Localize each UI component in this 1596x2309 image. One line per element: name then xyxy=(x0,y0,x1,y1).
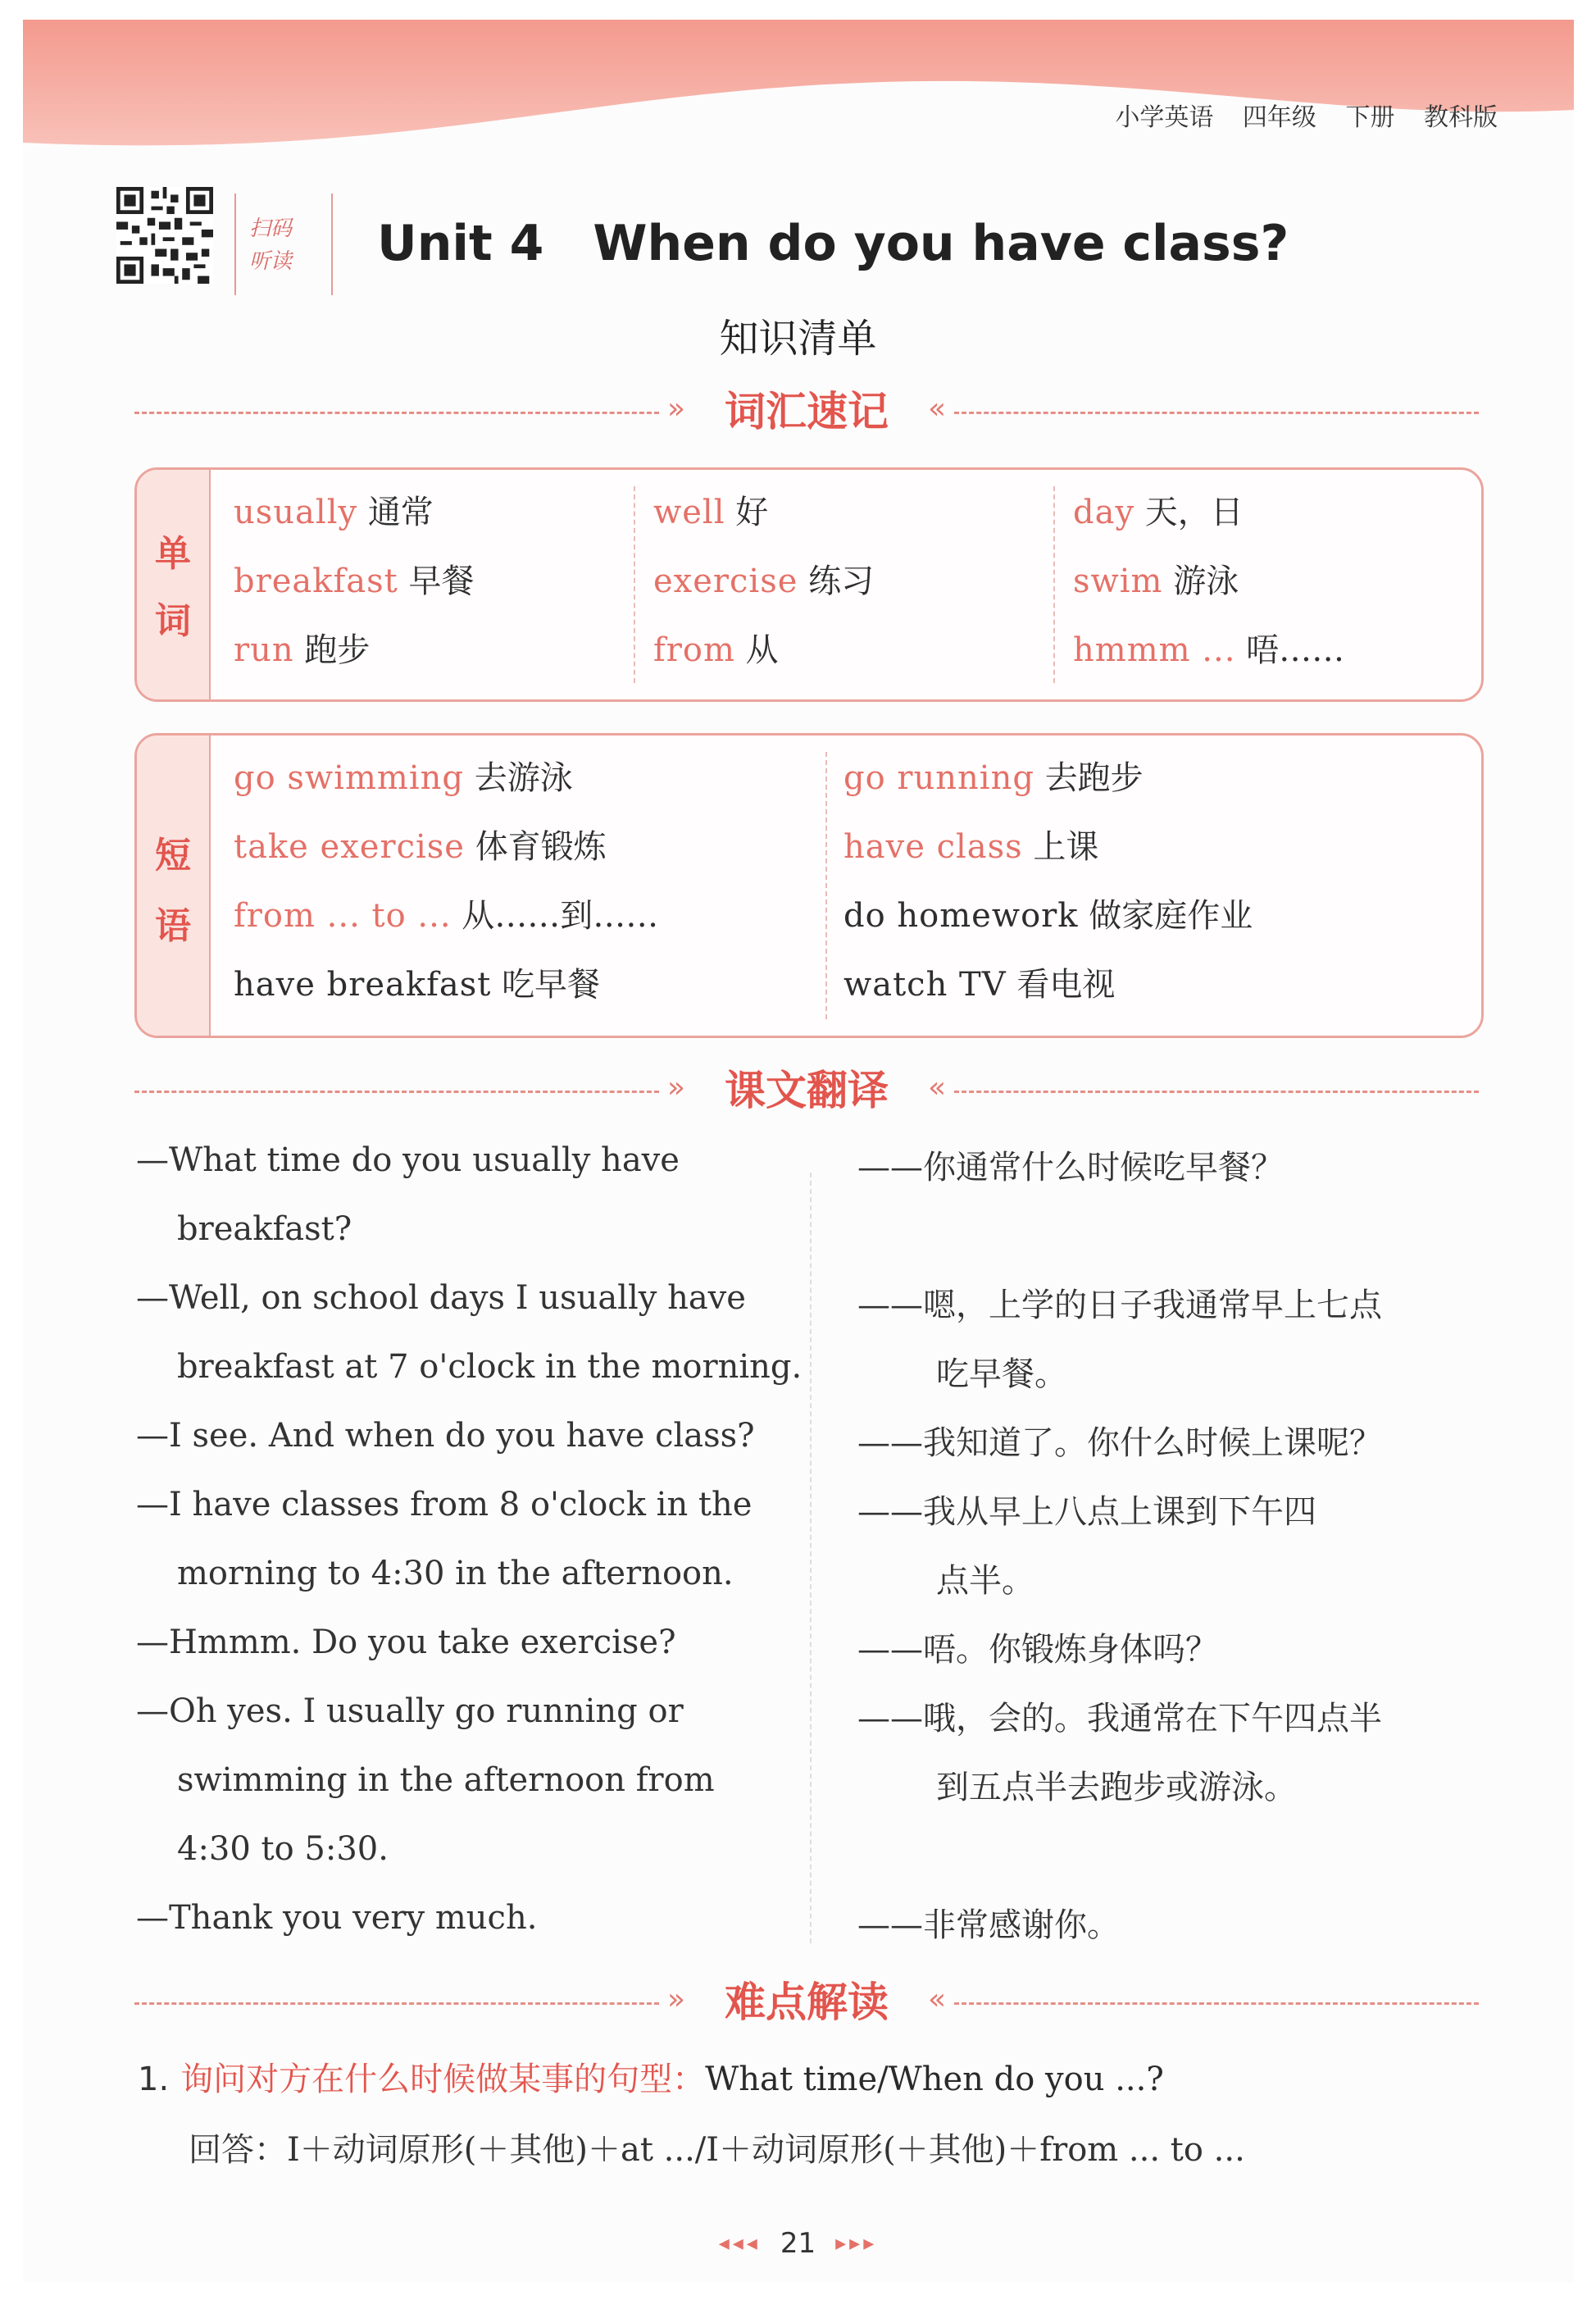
dialogue-zh-line: 到五点半去跑步或游泳。 xyxy=(936,1769,1297,1806)
phrase-item: watch TV 看电视 xyxy=(843,966,1116,1004)
side-char: 单 xyxy=(155,533,191,575)
word-item: run 跑步 xyxy=(234,631,371,669)
phrase-item: have class 上课 xyxy=(843,828,1099,866)
column-divider xyxy=(825,752,827,1019)
note-highlight: 询问对方在什么时候做某事的句型： xyxy=(180,2061,706,2098)
scan-line-2: 听读 xyxy=(249,249,293,274)
dialogue-en-line: —Oh yes. I usually go running or xyxy=(136,1692,684,1730)
dialogue-zh-line: ——我知道了。你什么时候上课呢？ xyxy=(857,1424,1382,1462)
page-footer xyxy=(0,2227,1596,2260)
dialogue-zh-line: ——唔。你锻炼身体吗？ xyxy=(857,1631,1218,1669)
column-divider xyxy=(634,486,635,683)
phrases-box xyxy=(134,733,1484,1038)
column-divider xyxy=(1053,486,1055,683)
page-number: 21 xyxy=(780,2227,816,2260)
dialogue-en-line: breakfast at 7 o'clock in the morning. xyxy=(177,1348,803,1386)
section-header-difficulty xyxy=(134,1978,1479,2027)
scan-to-listen-tag[interactable] xyxy=(234,194,333,295)
dialogue-en-line: —What time do you usually have xyxy=(136,1141,680,1179)
phrase-item: do homework 做家庭作业 xyxy=(843,897,1253,935)
phrase-item: from ... to ... 从……到…… xyxy=(234,897,659,935)
section-subtitle: 知识清单 xyxy=(719,316,877,362)
phrases-side-label xyxy=(137,736,211,1036)
series-label: 小学英语 四年级 下册 教科版 xyxy=(1115,103,1498,132)
unit-label: Unit 4 xyxy=(377,215,544,272)
dialogue-zh-line: ——非常感谢你。 xyxy=(857,1906,1120,1944)
word-item: exercise 练习 xyxy=(653,562,875,600)
qr-code-icon[interactable] xyxy=(116,187,213,284)
word-item: day 天，日 xyxy=(1073,494,1244,531)
header-band xyxy=(23,20,1574,159)
word-item: usually 通常 xyxy=(234,494,434,531)
double-chevron-right-icon: » xyxy=(667,1071,686,1104)
section-title-translation: 课文翻译 xyxy=(725,1067,889,1114)
phrase-item: go running 去跑步 xyxy=(843,759,1144,797)
side-char: 短 xyxy=(155,835,191,877)
note-pattern: What time/When do you ...? xyxy=(705,2061,1164,2098)
dialogue-en-line: swimming in the afternoon from xyxy=(177,1761,715,1799)
double-chevron-left-icon: « xyxy=(927,1071,946,1104)
word-item: breakfast 早餐 xyxy=(234,562,475,600)
phrase-item: have breakfast 吃早餐 xyxy=(234,966,601,1004)
dialogue-en-line: —I have classes from 8 o'clock in the xyxy=(136,1486,753,1523)
words-side-label xyxy=(137,470,211,699)
section-title-vocab: 词汇速记 xyxy=(725,388,889,435)
dialogue-en-line: morning to 4:30 in the afternoon. xyxy=(177,1555,734,1592)
double-chevron-right-icon: » xyxy=(667,1983,686,2016)
section-title-difficulty: 难点解读 xyxy=(725,1979,889,2026)
side-char: 语 xyxy=(155,905,191,947)
dialogue-en-line: —Thank you very much. xyxy=(136,1899,538,1937)
word-item: hmmm ... 唔…… xyxy=(1073,631,1345,669)
double-chevron-left-icon: « xyxy=(927,392,946,426)
unit-title: When do you have class? xyxy=(593,215,1289,272)
dialogue-zh-line: ——哦，会的。我通常在下午四点半 xyxy=(857,1700,1382,1737)
dialogue-zh-line: 吃早餐。 xyxy=(936,1355,1067,1393)
double-chevron-left-icon: « xyxy=(927,1983,946,2016)
section-header-translation xyxy=(134,1066,1479,1115)
side-char: 词 xyxy=(155,600,191,642)
note-item-1 xyxy=(138,2053,1164,2100)
word-item: from 从 xyxy=(653,631,779,669)
dialogue-en-line: —Well, on school days I usually have xyxy=(136,1279,746,1317)
page-title xyxy=(377,215,1289,272)
dialogue-zh-line: ——嗯，上学的日子我通常早上七点 xyxy=(857,1287,1382,1324)
dialogue-zh-line: 点半。 xyxy=(936,1562,1034,1600)
dialogue-en-line: —I see. And when do you have class? xyxy=(136,1417,755,1455)
section-header-vocab xyxy=(134,387,1479,436)
dialogue-zh-line: ——我从早上八点上课到下午四 xyxy=(857,1493,1316,1531)
dialogue-en-line: —Hmmm. Do you take exercise? xyxy=(136,1624,676,1661)
words-box xyxy=(134,467,1484,702)
dialogue-zh-line: ——你通常什么时候吃早餐？ xyxy=(857,1149,1284,1186)
double-chevron-right-icon: » xyxy=(667,392,686,426)
phrase-item: go swimming 去游泳 xyxy=(234,759,573,797)
triple-triangle-left-icon: ◂◂◂ xyxy=(718,2231,761,2256)
word-item: well 好 xyxy=(653,494,769,531)
triple-triangle-right-icon: ▸▸▸ xyxy=(835,2231,878,2256)
note-number: 1. xyxy=(138,2061,170,2098)
dialogue-divider xyxy=(810,1173,812,1943)
note-answer: 回答：I＋动词原形(＋其他)＋at .../I＋动词原形(＋其他)＋from ... to ... xyxy=(189,2131,1245,2169)
word-item: swim 游泳 xyxy=(1073,562,1239,600)
dialogue-en-line: breakfast? xyxy=(177,1210,352,1248)
dialogue-en-line: 4:30 to 5:30. xyxy=(177,1830,389,1868)
phrase-item: take exercise 体育锻炼 xyxy=(234,828,607,866)
scan-line-1: 扫码 xyxy=(249,216,293,241)
